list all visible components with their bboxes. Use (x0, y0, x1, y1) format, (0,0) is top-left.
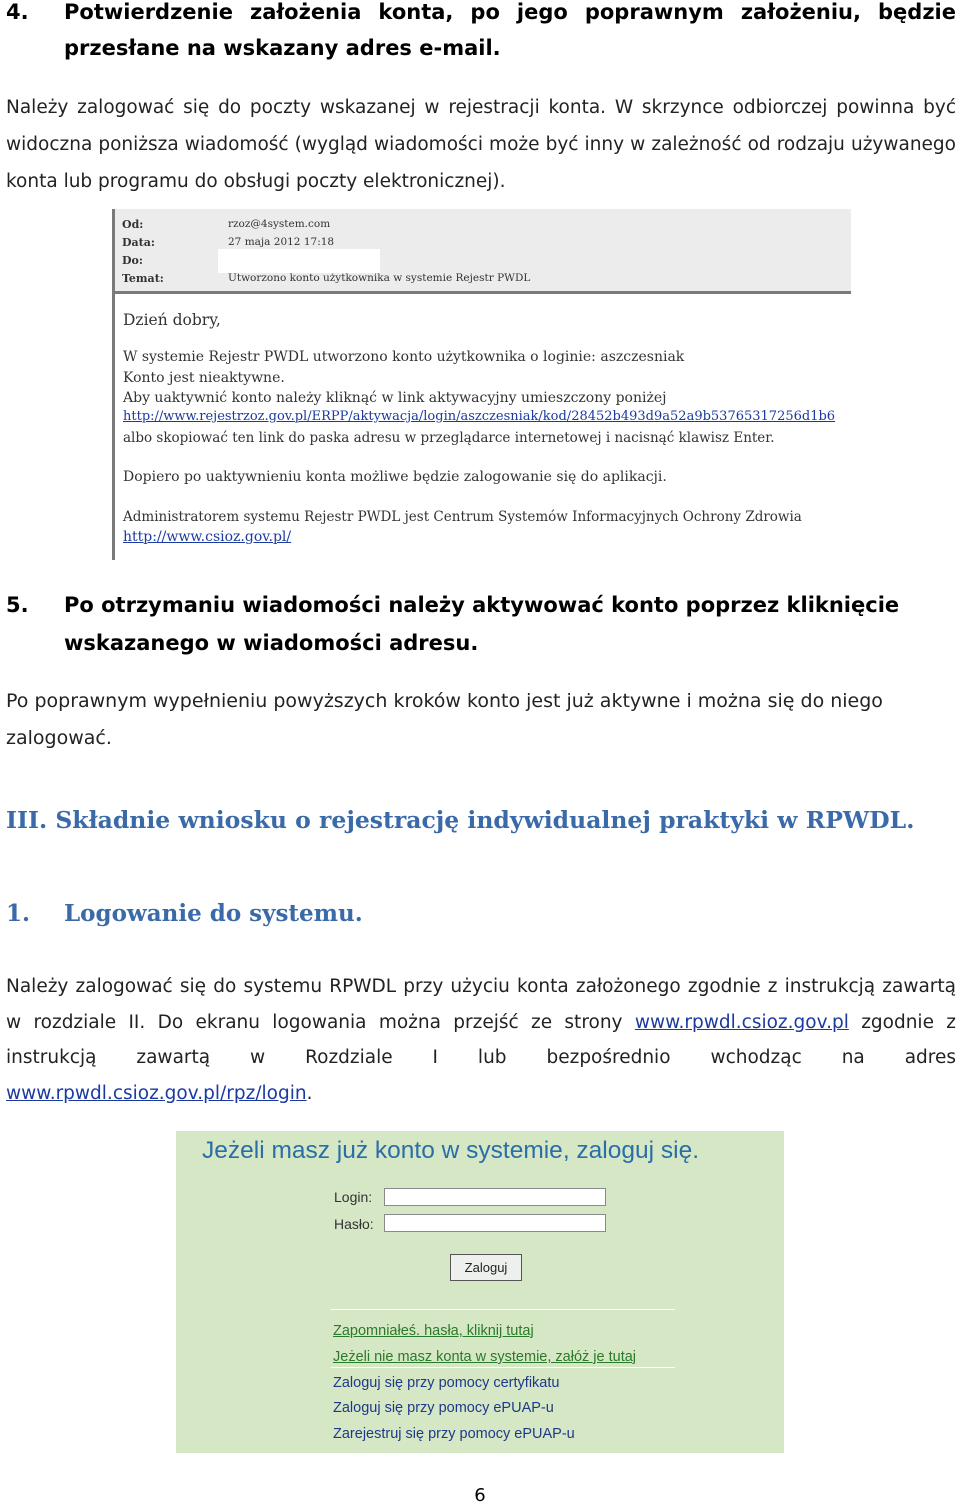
divider (112, 209, 115, 560)
epuap-login-link[interactable]: Zaloguj się przy pomocy ePUAP-u (333, 1400, 554, 1416)
activation-link[interactable]: http://www.rejestrzoz.gov.pl/ERPP/aktywacja/login/aszczesniak/kod/28452b493d9a52a9b53765317256d1b6 (123, 409, 836, 424)
login-input[interactable] (384, 1188, 606, 1206)
email-greeting: Dzień dobry, (123, 311, 221, 329)
login-label: Login: (334, 1189, 373, 1205)
rpwdl-link[interactable]: www.rpwdl.csioz.gov.pl (634, 1011, 849, 1033)
step-text: Potwierdzenie założenia konta, po jego poprawnym założeniu, będzie przesłane na wskazany adres e-mail. (64, 0, 956, 60)
login-panel (176, 1131, 784, 1453)
divider (112, 291, 851, 294)
confirmation-paragraph: Po poprawnym wypełnieniu powyższych kroków konto jest już aktywne i można się do niego zalogować. (6, 690, 883, 749)
email-from-value: rzoz@4system.com (228, 218, 331, 230)
redacted-recipient (218, 249, 380, 273)
csioz-link[interactable]: http://www.csioz.gov.pl/ (123, 529, 292, 545)
paragraph-text: zgodnie z instrukcją zawartą w Rozdziale I lub bezpośrednio wchodząc na adres (6, 1011, 956, 1068)
email-line: W systemie Rejestr PWDL utworzono konto użytkownika o loginie: aszczesniak (123, 349, 685, 365)
forgot-password-link[interactable]: Zapomniałeś. hasła, kliknij tutaj (333, 1323, 534, 1339)
password-input[interactable] (384, 1214, 606, 1232)
section-heading: III. Składnie wniosku o rejestrację indywidualnej praktyki w RPWDL. (6, 806, 915, 834)
instruction-paragraph: Należy zalogować się do poczty wskazanej w rejestracji konta. W skrzynce odbiorczej powinna być widoczna poniższa wiadomość (wygląd wiadomości może być inny w zależność od rodzaju używanego konta lub programu do obsługi poczty elektronicznej). (6, 97, 956, 192)
email-date-value: 27 maja 2012 17:18 (228, 236, 335, 248)
paragraph-text: . (306, 1082, 313, 1104)
email-screenshot (112, 209, 851, 560)
rpwdl-login-link[interactable]: www.rpwdl.csioz.gov.pl/rpz/login (6, 1082, 307, 1104)
login-title: Jeżeli masz już konto w systemie, zaloguj się. (202, 1137, 699, 1164)
register-account-link[interactable]: Jeżeli nie masz konta w systemie, załóż je tutaj (333, 1349, 637, 1365)
epuap-register-link[interactable]: Zarejestruj się przy pomocy ePUAP-u (333, 1426, 575, 1442)
divider (331, 1367, 675, 1368)
email-subject-label: Temat: (122, 272, 164, 285)
divider (331, 1309, 675, 1310)
paragraph-text: Należy zalogować się do systemu RPWDL przy użyciu konta założonego zgodnie z instrukcją zawartą w rozdziale II. Do ekranu logowania można przejść ze strony (6, 976, 956, 1033)
step-number: 5. (6, 593, 29, 617)
email-line: Konto jest nieaktywne. (123, 370, 285, 386)
certificate-login-link[interactable]: Zaloguj się przy pomocy certyfikatu (333, 1375, 560, 1391)
step-number: 4. (6, 0, 29, 24)
step-text: Po otrzymaniu wiadomości należy aktywować konto poprzez kliknięcie wskazanego w wiadomości adresu. (64, 593, 900, 655)
page-number: 6 (474, 1485, 486, 1506)
password-label: Hasło: (334, 1216, 374, 1232)
login-instructions-paragraph (6, 969, 956, 1111)
email-to-label: Do: (122, 254, 143, 267)
email-line: albo skopiować ten link do paska adresu w przeglądarce internetowej i nacisnąć klawisz Enter. (123, 430, 775, 446)
email-line: Administratorem systemu Rejestr PWDL jest Centrum Systemów Informacyjnych Ochrony Zdrowia (123, 509, 802, 525)
email-from-label: Od: (122, 218, 144, 231)
subsection-text: Logowanie do systemu. (64, 900, 363, 927)
email-line: Aby uaktywnić konto należy kliknąć w link aktywacyjny umieszczony poniżej (123, 390, 667, 406)
email-subject-value: Utworzono konto użytkownika w systemie Rejestr PWDL (228, 272, 531, 284)
login-submit-button[interactable]: Zaloguj (450, 1254, 522, 1281)
subsection-number: 1. (6, 900, 31, 927)
email-date-label: Data: (122, 236, 155, 249)
email-line: Dopiero po uaktywnieniu konta możliwe będzie zalogowanie się do aplikacji. (123, 469, 667, 485)
